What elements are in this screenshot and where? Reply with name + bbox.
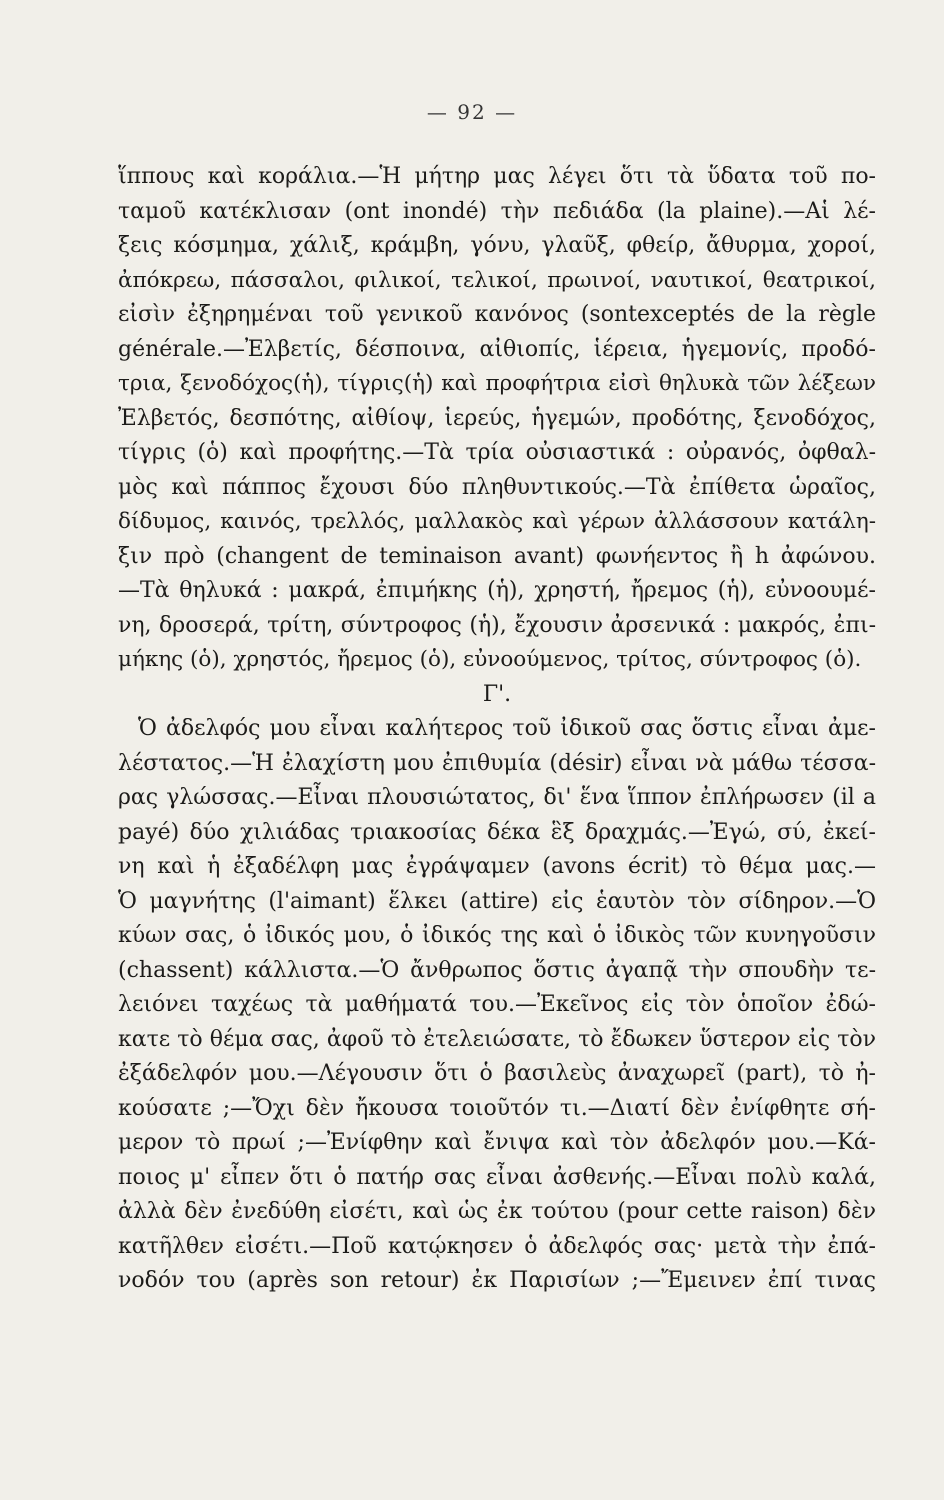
text-line: Ἐλβετός, δεσπότης, αἰθίοψ, ἱερεύς, ἡγεμών, προδότης, ξενοδόχος, bbox=[118, 405, 876, 431]
text-line: ξεις κόσμημα, χάλιξ, κράμβη, γόνυ, γλαῦξ, φθείρ, ἄθυρμα, χοροί, bbox=[118, 233, 876, 258]
text-line: payé) δύο χιλιάδας τριακοσίας δέκα ἓξ δραχμάς.—Ἐγώ, σύ, ἐκεί- bbox=[118, 819, 876, 845]
text-line: ἀπόκρεω, πάσσαλοι, φιλικοί, τελικοί, πρωινοί, ναυτικοί, θεατρικοί, bbox=[118, 267, 876, 293]
body-text bbox=[118, 160, 876, 1299]
text-line: εἰσὶν ἐξηρημέναι τοῦ γενικοῦ κανόνος (sontexceptés de la règle bbox=[118, 302, 876, 327]
text-line: λειόνει ταχέως τὰ μαθήματά του.—Ἐκεῖνος εἰς τὸν ὁποῖον ἐδώ- bbox=[118, 992, 876, 1017]
text-line: τρια, ξενοδόχος(ἡ), τίγρις(ἡ) καὶ προφήτρια εἰσὶ θηλυκὰ τῶν λέξεων bbox=[118, 371, 876, 396]
text-line: Ὁ μαγνήτης (l'aimant) ἕλκει (attire) εἰς ἑαυτὸν τὸν σίδηρον.—Ὁ bbox=[118, 888, 876, 914]
text-line: κατε τὸ θέμα σας, ἀφοῦ τὸ ἐτελειώσατε, τὸ ἔδωκεν ὕστερον εἰς τὸν bbox=[118, 1026, 876, 1052]
text-line: ξιν πρὸ (changent de teminaison avant) φωνήεντος ἢ h ἀφώνου. bbox=[118, 543, 876, 569]
text-line: ἐξάδελφόν μου.—Λέγουσιν ὅτι ὁ βασιλεὺς ἀναχωρεῖ (part), τὸ ἠ- bbox=[118, 1061, 876, 1086]
text-line: générale.—Ἐλβετίς, δέσποινα, αἰθιοπίς, ἱέρεια, ἡγεμονίς, προδό- bbox=[118, 336, 876, 362]
text-line: —Τὰ θηλυκά : μακρά, ἐπιμήκης (ἡ), χρηστή, ἤρεμος (ἡ), εὐνοουμέ- bbox=[118, 578, 876, 603]
text-line: Ὁ ἀδελφός μου εἶναι καλήτερος τοῦ ἰδικοῦ σας ὅστις εἶναι ἀμε- bbox=[138, 716, 876, 741]
text-line: μήκης (ὁ), χρηστός, ἤρεμος (ὁ), εὐνοούμενος, τρίτος, σύντροφος (ὁ). bbox=[118, 647, 862, 672]
text-line: μερον τὸ πρωί ;—Ἐνίφθην καὶ ἔνιψα καὶ τὸν ἀδελφόν μου.—Κά- bbox=[118, 1130, 876, 1155]
text-line: ἵππους καὶ κοράλια.—Ἡ μήτηρ μας λέγει ὅτι τὰ ὕδατα τοῦ πο- bbox=[118, 164, 876, 189]
text-line: (chassent) κάλλιστα.—Ὁ ἄνθρωπος ὅστις ἀγαπᾷ τὴν σπουδὴν τε- bbox=[118, 957, 876, 983]
text-line: λέστατος.—Ἡ ἐλαχίστη μου ἐπιθυμία (désir) εἶναι νὰ μάθω τέσσα- bbox=[118, 750, 876, 776]
section-heading: Γ'. bbox=[482, 681, 512, 707]
text-line: μὸς καὶ πάππος ἔχουσι δύο πληθυντικούς.—Τὰ ἐπίθετα ὡραῖος, bbox=[118, 474, 876, 500]
text-line: ρας γλώσσας.—Εἶναι πλουσιώτατος, δι' ἕνα ἵππον ἐπλήρωσεν (il a bbox=[118, 785, 876, 810]
page-number: — 92 — bbox=[426, 100, 518, 124]
text-line: νοδόν του (après son retour) ἐκ Παρισίων ;—Ἔμεινεν ἐπί τινας bbox=[118, 1268, 876, 1293]
text-line: τίγρις (ὁ) καὶ προφήτης.—Τὰ τρία οὐσιαστικά : οὐρανός, ὀφθαλ- bbox=[118, 440, 876, 465]
text-line: ποιος μ' εἶπεν ὅτι ὁ πατήρ σας εἶναι ἀσθενής.—Εἶναι πολὺ καλά, bbox=[118, 1164, 876, 1190]
text-line: δίδυμος, καινός, τρελλός, μαλλακὸς καὶ γέρων ἀλλάσσουν κατάλη- bbox=[118, 509, 876, 534]
text-line: νη καὶ ἡ ἐξαδέλφη μας ἐγράψαμεν (avons écrit) τὸ θέμα μας.— bbox=[118, 854, 876, 879]
paragraph-1 bbox=[118, 160, 876, 678]
text-line: ταμοῦ κατέκλισαν (ont inondé) τὴν πεδιάδα (la plaine).—Αἱ λέ- bbox=[118, 198, 876, 224]
text-line: κατῆλθεν εἰσέτι.—Ποῦ κατῴκησεν ὁ ἀδελφός σας· μετὰ τὴν ἐπά- bbox=[118, 1233, 876, 1259]
text-line: ἀλλὰ δὲν ἐνεδύθη εἰσέτι, καὶ ὡς ἐκ τούτου (pour cette raison) δὲν bbox=[118, 1199, 876, 1224]
text-line: νη, δροσερά, τρίτη, σύντροφος (ἡ), ἔχουσιν ἀρσενικά : μακρός, ἐπι- bbox=[118, 612, 876, 638]
text-line: κούσατε ;—Ὄχι δὲν ἤκουσα τοιοῦτόν τι.—Διατί δὲν ἐνίφθητε σή- bbox=[118, 1095, 876, 1121]
paragraph-2 bbox=[118, 712, 876, 1299]
text-line: κύων σας, ὁ ἰδικός μου, ὁ ἰδικός της καὶ ὁ ἰδικὸς τῶν κυνηγοῦσιν bbox=[118, 923, 876, 948]
